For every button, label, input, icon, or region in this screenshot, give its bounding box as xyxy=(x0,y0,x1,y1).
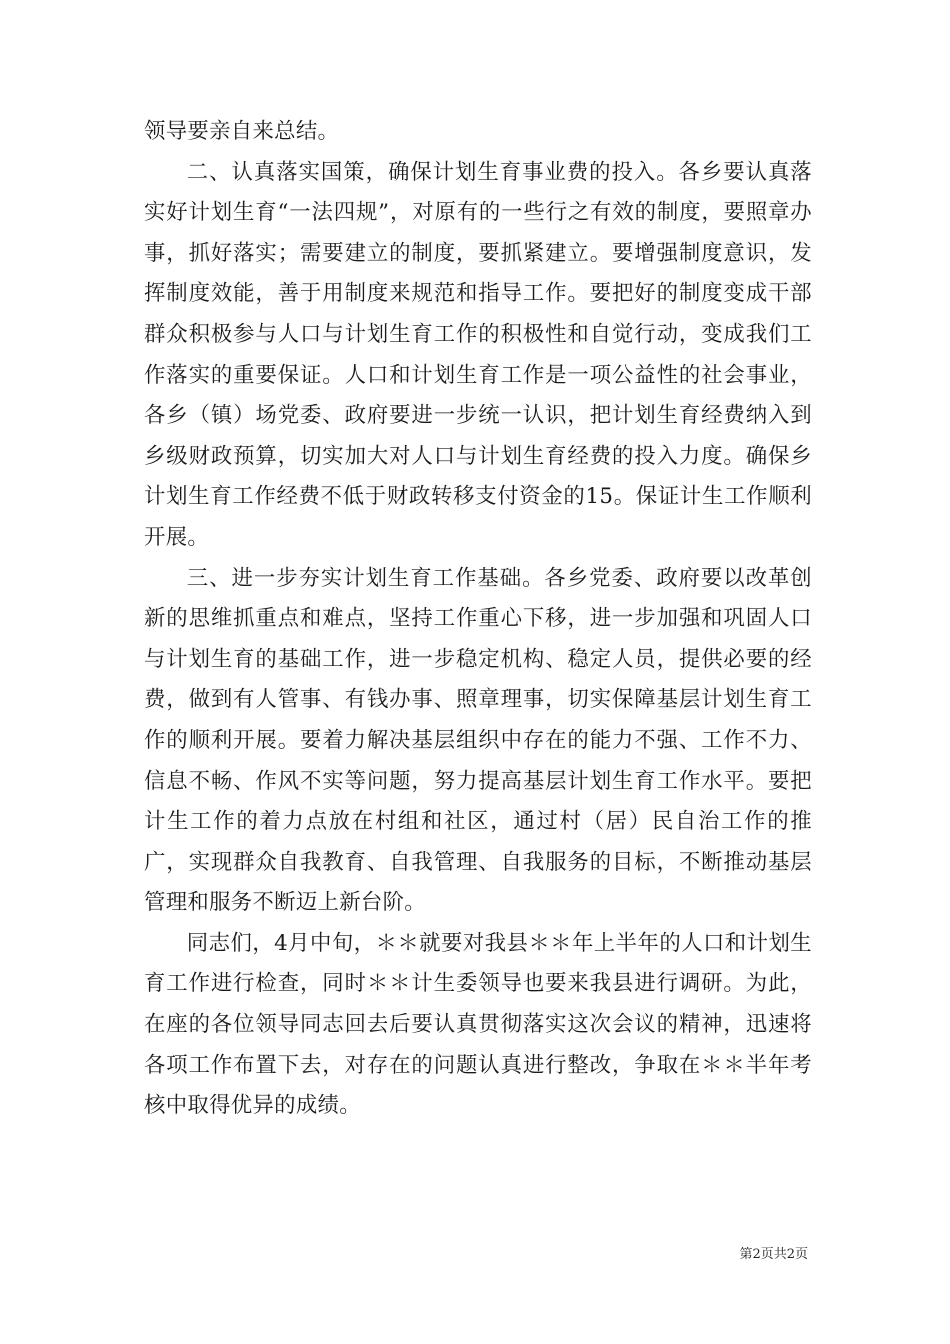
paragraph-closing: 同志们，4月中旬，＊＊就要对我县＊＊年上半年的人口和计划生育工作进行检查，同时＊＊计生委领导也要来我县进行调研。为此，在座的各位领导同志回去后要认真贯彻落实这次会议的精神，迅速将各项工作布置下去，对存在的问题认真进行整改，争取在＊＊半年考核中取得优异的成绩。 xyxy=(144,930,812,1119)
page-number: 第2页共2页 xyxy=(739,1247,808,1262)
document-body xyxy=(144,112,812,1127)
paragraph-section-three: 三、进一步夯实计划生育工作基础。各乡党委、政府要以改革创新的思维抓重点和难点，坚持工作重心下移，进一步加强和巩固人口与计划生育的基础工作，进一步稳定机构、稳定人员，提供必要的经费，做到有人管事、有钱办事、照章理事，切实保障基层计划生育工作的顺利开展。要着力解决基层组织中存在的能力不强、工作不力、信息不畅、作风不实等问题，努力提高基层计划生育工作水平。要把计生工作的着力点放在村组和社区，通过村（居）民自治工作的推广，实现群众自我教育、自我管理、自我服务的目标，不断推动基层管理和服务不断迈上新台阶。 xyxy=(144,565,812,916)
paragraph-section-two: 二、认真落实国策，确保计划生育事业费的投入。各乡要认真落实好计划生育“一法四规”，对原有的一些行之有效的制度，要照章办事，抓好落实；需要建立的制度，要抓紧建立。要增强制度意识，发挥制度效能，善于用制度来规范和指导工作。要把好的制度变成干部群众积极参与人口与计划生育工作的积极性和自觉行动，变成我们工作落实的重要保证。人口和计划生育工作是一项公益性的社会事业，各乡（镇）场党委、政府要进一步统一认识，把计划生育经费纳入到乡级财政预算，切实加大对人口与计划生育经费的投入力度。确保乡计划生育工作经费不低于财政转移支付资金的15。保证计生工作顺利开展。 xyxy=(144,159,812,550)
paragraph-continuation: 领导要亲自来总结。 xyxy=(144,119,340,144)
